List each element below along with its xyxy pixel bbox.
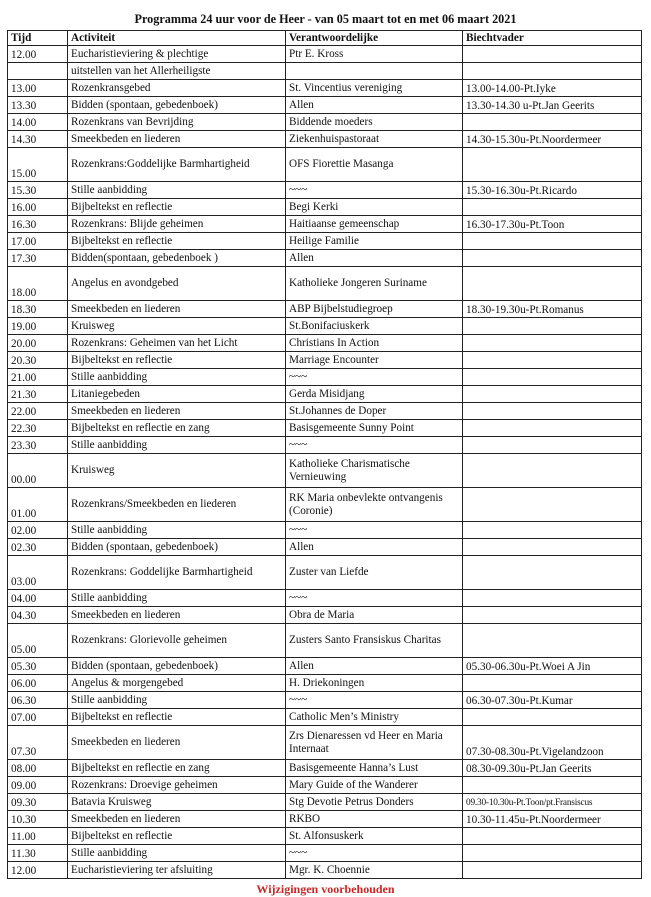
cell-tijd: 06.30 (8, 692, 68, 709)
cell-biechtvader: 08.30-09.30u-Pt.Jan Geerits (463, 760, 642, 777)
cell-tijd: 04.00 (8, 590, 68, 607)
cell-activiteit: Stille aanbidding (68, 692, 286, 709)
cell-tijd (8, 63, 68, 80)
cell-tijd: 07.00 (8, 709, 68, 726)
cell-activiteit: Smeekbeden en liederen (68, 131, 286, 148)
cell-activiteit: Bidden (spontaan, gebedenboek) (68, 97, 286, 114)
cell-verantwoordelijke: ~~~ (286, 692, 463, 709)
cell-biechtvader: 10.30-11.45u-Pt.Noordermeer (463, 811, 642, 828)
cell-tijd: 05.00 (8, 624, 68, 658)
cell-tijd: 03.00 (8, 556, 68, 590)
cell-tijd: 18.00 (8, 267, 68, 301)
cell-activiteit: Angelus en avondgebed (68, 267, 286, 301)
cell-activiteit: Bijbeltekst en reflectie (68, 199, 286, 216)
table-row (8, 675, 642, 692)
cell-tijd: 12.00 (8, 862, 68, 879)
schedule-body (8, 46, 642, 879)
cell-tijd: 13.00 (8, 80, 68, 97)
cell-verantwoordelijke: RK Maria onbevlekte ontvangenis (Coronie) (286, 488, 463, 522)
cell-verantwoordelijke: OFS Fiorettie Masanga (286, 148, 463, 182)
cell-activiteit: Bidden (spontaan, gebedenboek) (68, 539, 286, 556)
cell-tijd: 11.30 (8, 845, 68, 862)
table-row (8, 556, 642, 590)
table-row (8, 692, 642, 709)
cell-verantwoordelijke: ~~~ (286, 522, 463, 539)
table-row (8, 658, 642, 675)
cell-verantwoordelijke: Gerda Misidjang (286, 386, 463, 403)
cell-activiteit: Litaniegebeden (68, 386, 286, 403)
table-row (8, 318, 642, 335)
cell-biechtvader (463, 403, 642, 420)
cell-biechtvader (463, 369, 642, 386)
cell-activiteit: Bijbeltekst en reflectie (68, 828, 286, 845)
cell-verantwoordelijke: Zuster van Liefde (286, 556, 463, 590)
cell-tijd: 20.00 (8, 335, 68, 352)
cell-activiteit: Stille aanbidding (68, 590, 286, 607)
cell-activiteit: Eucharistieviering ter afsluiting (68, 862, 286, 879)
cell-verantwoordelijke: Katholieke Jongeren Suriname (286, 267, 463, 301)
cell-tijd: 01.00 (8, 488, 68, 522)
cell-biechtvader (463, 335, 642, 352)
cell-verantwoordelijke: Biddende moeders (286, 114, 463, 131)
cell-verantwoordelijke: St. Vincentius vereniging (286, 80, 463, 97)
cell-tijd: 16.00 (8, 199, 68, 216)
table-row (8, 63, 642, 80)
cell-activiteit: Rozenkrans van Bevrijding (68, 114, 286, 131)
cell-tijd: 19.00 (8, 318, 68, 335)
cell-tijd: 04.30 (8, 607, 68, 624)
cell-biechtvader (463, 709, 642, 726)
cell-verantwoordelijke: ~~~ (286, 845, 463, 862)
cell-tijd: 09.00 (8, 777, 68, 794)
cell-biechtvader (463, 454, 642, 488)
cell-tijd: 15.30 (8, 182, 68, 199)
cell-tijd: 13.30 (8, 97, 68, 114)
cell-verantwoordelijke: Allen (286, 539, 463, 556)
cell-biechtvader (463, 318, 642, 335)
table-row (8, 131, 642, 148)
cell-tijd: 11.00 (8, 828, 68, 845)
cell-biechtvader (463, 352, 642, 369)
cell-biechtvader (463, 607, 642, 624)
cell-activiteit: Stille aanbidding (68, 369, 286, 386)
cell-biechtvader (463, 539, 642, 556)
cell-verantwoordelijke: RKBO (286, 811, 463, 828)
cell-tijd: 14.30 (8, 131, 68, 148)
table-row (8, 777, 642, 794)
cell-biechtvader (463, 522, 642, 539)
table-row (8, 199, 642, 216)
table-row (8, 335, 642, 352)
table-row (8, 369, 642, 386)
table-row (8, 352, 642, 369)
cell-activiteit: Stille aanbidding (68, 182, 286, 199)
cell-verantwoordelijke: Ziekenhuispastoraat (286, 131, 463, 148)
cell-verantwoordelijke: Haitiaanse gemeenschap (286, 216, 463, 233)
table-row (8, 828, 642, 845)
table-row (8, 811, 642, 828)
cell-biechtvader (463, 386, 642, 403)
schedule-table (7, 30, 642, 879)
cell-activiteit: Rozenkransgebed (68, 80, 286, 97)
table-row (8, 607, 642, 624)
cell-tijd: 00.00 (8, 454, 68, 488)
cell-activiteit: Bidden(spontaan, gebedenboek ) (68, 250, 286, 267)
table-row (8, 250, 642, 267)
table-row (8, 216, 642, 233)
cell-biechtvader (463, 199, 642, 216)
cell-tijd: 18.30 (8, 301, 68, 318)
cell-verantwoordelijke: Mary Guide of the Wanderer (286, 777, 463, 794)
footer-note: Wijzigingen voorbehouden (256, 882, 395, 896)
cell-activiteit: Bijbeltekst en reflectie (68, 352, 286, 369)
cell-biechtvader: 14.30-15.30u-Pt.Noordermeer (463, 131, 642, 148)
cell-biechtvader (463, 624, 642, 658)
table-row (8, 709, 642, 726)
cell-biechtvader: 15.30-16.30u-Pt.Ricardo (463, 182, 642, 199)
cell-activiteit: Smeekbeden en liederen (68, 607, 286, 624)
cell-verantwoordelijke: St. Alfonsuskerk (286, 828, 463, 845)
page-title: Programma 24 uur voor de Heer - van 05 maart tot en met 06 maart 2021 (134, 12, 517, 26)
cell-verantwoordelijke: ~~~ (286, 437, 463, 454)
cell-tijd: 22.30 (8, 420, 68, 437)
table-row (8, 97, 642, 114)
cell-biechtvader (463, 777, 642, 794)
cell-activiteit: Bijbeltekst en reflectie en zang (68, 420, 286, 437)
cell-biechtvader (463, 250, 642, 267)
table-row (8, 182, 642, 199)
cell-activiteit: Stille aanbidding (68, 522, 286, 539)
cell-biechtvader (463, 420, 642, 437)
cell-verantwoordelijke: St.Bonifaciuskerk (286, 318, 463, 335)
cell-verantwoordelijke: Stg Devotie Petrus Donders (286, 794, 463, 811)
cell-verantwoordelijke: St.Johannes de Doper (286, 403, 463, 420)
cell-activiteit: Smeekbeden en liederen (68, 403, 286, 420)
cell-tijd: 08.00 (8, 760, 68, 777)
cell-verantwoordelijke: Begi Kerki (286, 199, 463, 216)
cell-tijd: 17.00 (8, 233, 68, 250)
cell-tijd: 07.30 (8, 726, 68, 760)
cell-biechtvader (463, 828, 642, 845)
cell-verantwoordelijke: Marriage Encounter (286, 352, 463, 369)
cell-activiteit: Stille aanbidding (68, 845, 286, 862)
cell-biechtvader: 13.30-14.30 u-Pt.Jan Geerits (463, 97, 642, 114)
header-verantwoordelijke: Verantwoordelijke (286, 31, 463, 46)
cell-tijd: 20.30 (8, 352, 68, 369)
cell-verantwoordelijke: Catholic Men’s Ministry (286, 709, 463, 726)
cell-biechtvader (463, 556, 642, 590)
cell-tijd: 21.00 (8, 369, 68, 386)
cell-verantwoordelijke: Basisgemeente Hanna’s Lust (286, 760, 463, 777)
cell-biechtvader (463, 437, 642, 454)
table-row (8, 590, 642, 607)
cell-biechtvader: 16.30-17.30u-Pt.Toon (463, 216, 642, 233)
cell-biechtvader (463, 845, 642, 862)
cell-biechtvader (463, 46, 642, 63)
cell-verantwoordelijke: Heilige Familie (286, 233, 463, 250)
cell-biechtvader (463, 675, 642, 692)
cell-activiteit: Bijbeltekst en reflectie (68, 709, 286, 726)
cell-verantwoordelijke: Obra de Maria (286, 607, 463, 624)
table-row (8, 437, 642, 454)
cell-tijd: 14.00 (8, 114, 68, 131)
cell-tijd: 02.30 (8, 539, 68, 556)
table-row (8, 760, 642, 777)
header-tijd: Tijd (8, 31, 68, 46)
cell-tijd: 05.30 (8, 658, 68, 675)
cell-biechtvader (463, 267, 642, 301)
cell-activiteit: Rozenkrans: Glorievolle geheimen (68, 624, 286, 658)
cell-tijd: 16.30 (8, 216, 68, 233)
cell-verantwoordelijke: Basisgemeente Sunny Point (286, 420, 463, 437)
table-row (8, 114, 642, 131)
cell-biechtvader (463, 488, 642, 522)
cell-tijd: 22.00 (8, 403, 68, 420)
cell-verantwoordelijke: Mgr. K. Choennie (286, 862, 463, 879)
cell-tijd: 17.30 (8, 250, 68, 267)
table-row (8, 403, 642, 420)
table-row (8, 148, 642, 182)
cell-verantwoordelijke: Christians In Action (286, 335, 463, 352)
cell-verantwoordelijke: H. Driekoningen (286, 675, 463, 692)
table-row (8, 794, 642, 811)
cell-activiteit: Stille aanbidding (68, 437, 286, 454)
cell-activiteit: Rozenkrans: Droevige geheimen (68, 777, 286, 794)
cell-verantwoordelijke: Allen (286, 250, 463, 267)
table-row (8, 267, 642, 301)
cell-verantwoordelijke: Ptr E. Kross (286, 46, 463, 63)
table-row (8, 726, 642, 760)
cell-activiteit: Bijbeltekst en reflectie en zang (68, 760, 286, 777)
cell-biechtvader (463, 114, 642, 131)
cell-verantwoordelijke: ~~~ (286, 369, 463, 386)
cell-verantwoordelijke: Allen (286, 658, 463, 675)
cell-tijd: 23.30 (8, 437, 68, 454)
cell-tijd: 09.30 (8, 794, 68, 811)
cell-biechtvader: 18.30-19.30u-Pt.Romanus (463, 301, 642, 318)
table-row (8, 624, 642, 658)
cell-activiteit: Rozenkrans: Blijde geheimen (68, 216, 286, 233)
cell-biechtvader: 07.30-08.30u-Pt.Vigelandzoon (463, 726, 642, 760)
cell-biechtvader (463, 63, 642, 80)
cell-biechtvader: 05.30-06.30u-Pt.Woei A Jin (463, 658, 642, 675)
cell-activiteit: Eucharistieviering & plechtige (68, 46, 286, 63)
cell-biechtvader (463, 233, 642, 250)
cell-activiteit: Bidden (spontaan, gebedenboek) (68, 658, 286, 675)
cell-verantwoordelijke: Zusters Santo Fransiskus Charitas (286, 624, 463, 658)
cell-biechtvader: 13.00-14.00-Pt.Iyke (463, 80, 642, 97)
cell-activiteit: uitstellen van het Allerheiligste (68, 63, 286, 80)
header-activiteit: Activiteit (68, 31, 286, 46)
table-row (8, 301, 642, 318)
cell-verantwoordelijke: ~~~ (286, 182, 463, 199)
cell-biechtvader: 06.30-07.30u-Pt.Kumar (463, 692, 642, 709)
cell-activiteit: Smeekbeden en liederen (68, 301, 286, 318)
cell-activiteit: Rozenkrans:Goddelijke Barmhartigheid (68, 148, 286, 182)
table-row (8, 862, 642, 879)
table-row (8, 539, 642, 556)
table-row (8, 454, 642, 488)
cell-tijd: 10.30 (8, 811, 68, 828)
cell-verantwoordelijke (286, 63, 463, 80)
header-row (8, 31, 642, 46)
header-biechtvader: Biechtvader (463, 31, 642, 46)
cell-activiteit: Smeekbeden en liederen (68, 811, 286, 828)
table-row (8, 233, 642, 250)
cell-verantwoordelijke: Zrs Dienaressen vd Heer en Maria Internaat (286, 726, 463, 760)
cell-tijd: 02.00 (8, 522, 68, 539)
cell-verantwoordelijke: ABP Bijbelstudiegroep (286, 301, 463, 318)
table-row (8, 488, 642, 522)
table-row (8, 80, 642, 97)
cell-biechtvader: 09.30-10.30u-Pt.Toon/pt.Fransiscus (463, 794, 642, 811)
cell-biechtvader (463, 590, 642, 607)
table-row (8, 845, 642, 862)
cell-activiteit: Smeekbeden en liederen (68, 726, 286, 760)
table-row (8, 420, 642, 437)
cell-biechtvader (463, 862, 642, 879)
cell-tijd: 06.00 (8, 675, 68, 692)
table-row (8, 46, 642, 63)
cell-activiteit: Kruisweg (68, 454, 286, 488)
cell-verantwoordelijke: ~~~ (286, 590, 463, 607)
cell-activiteit: Kruisweg (68, 318, 286, 335)
cell-tijd: 21.30 (8, 386, 68, 403)
table-row (8, 522, 642, 539)
cell-activiteit: Angelus & morgengebed (68, 675, 286, 692)
cell-biechtvader (463, 148, 642, 182)
cell-activiteit: Rozenkrans: Geheimen van het Licht (68, 335, 286, 352)
cell-activiteit: Rozenkrans/Smeekbeden en liederen (68, 488, 286, 522)
cell-activiteit: Bijbeltekst en reflectie (68, 233, 286, 250)
cell-verantwoordelijke: Allen (286, 97, 463, 114)
cell-tijd: 15.00 (8, 148, 68, 182)
table-row (8, 386, 642, 403)
cell-activiteit: Rozenkrans: Goddelijke Barmhartigheid (68, 556, 286, 590)
cell-tijd: 12.00 (8, 46, 68, 63)
cell-verantwoordelijke: Katholieke Charismatische Vernieuwing (286, 454, 463, 488)
cell-activiteit: Batavia Kruisweg (68, 794, 286, 811)
